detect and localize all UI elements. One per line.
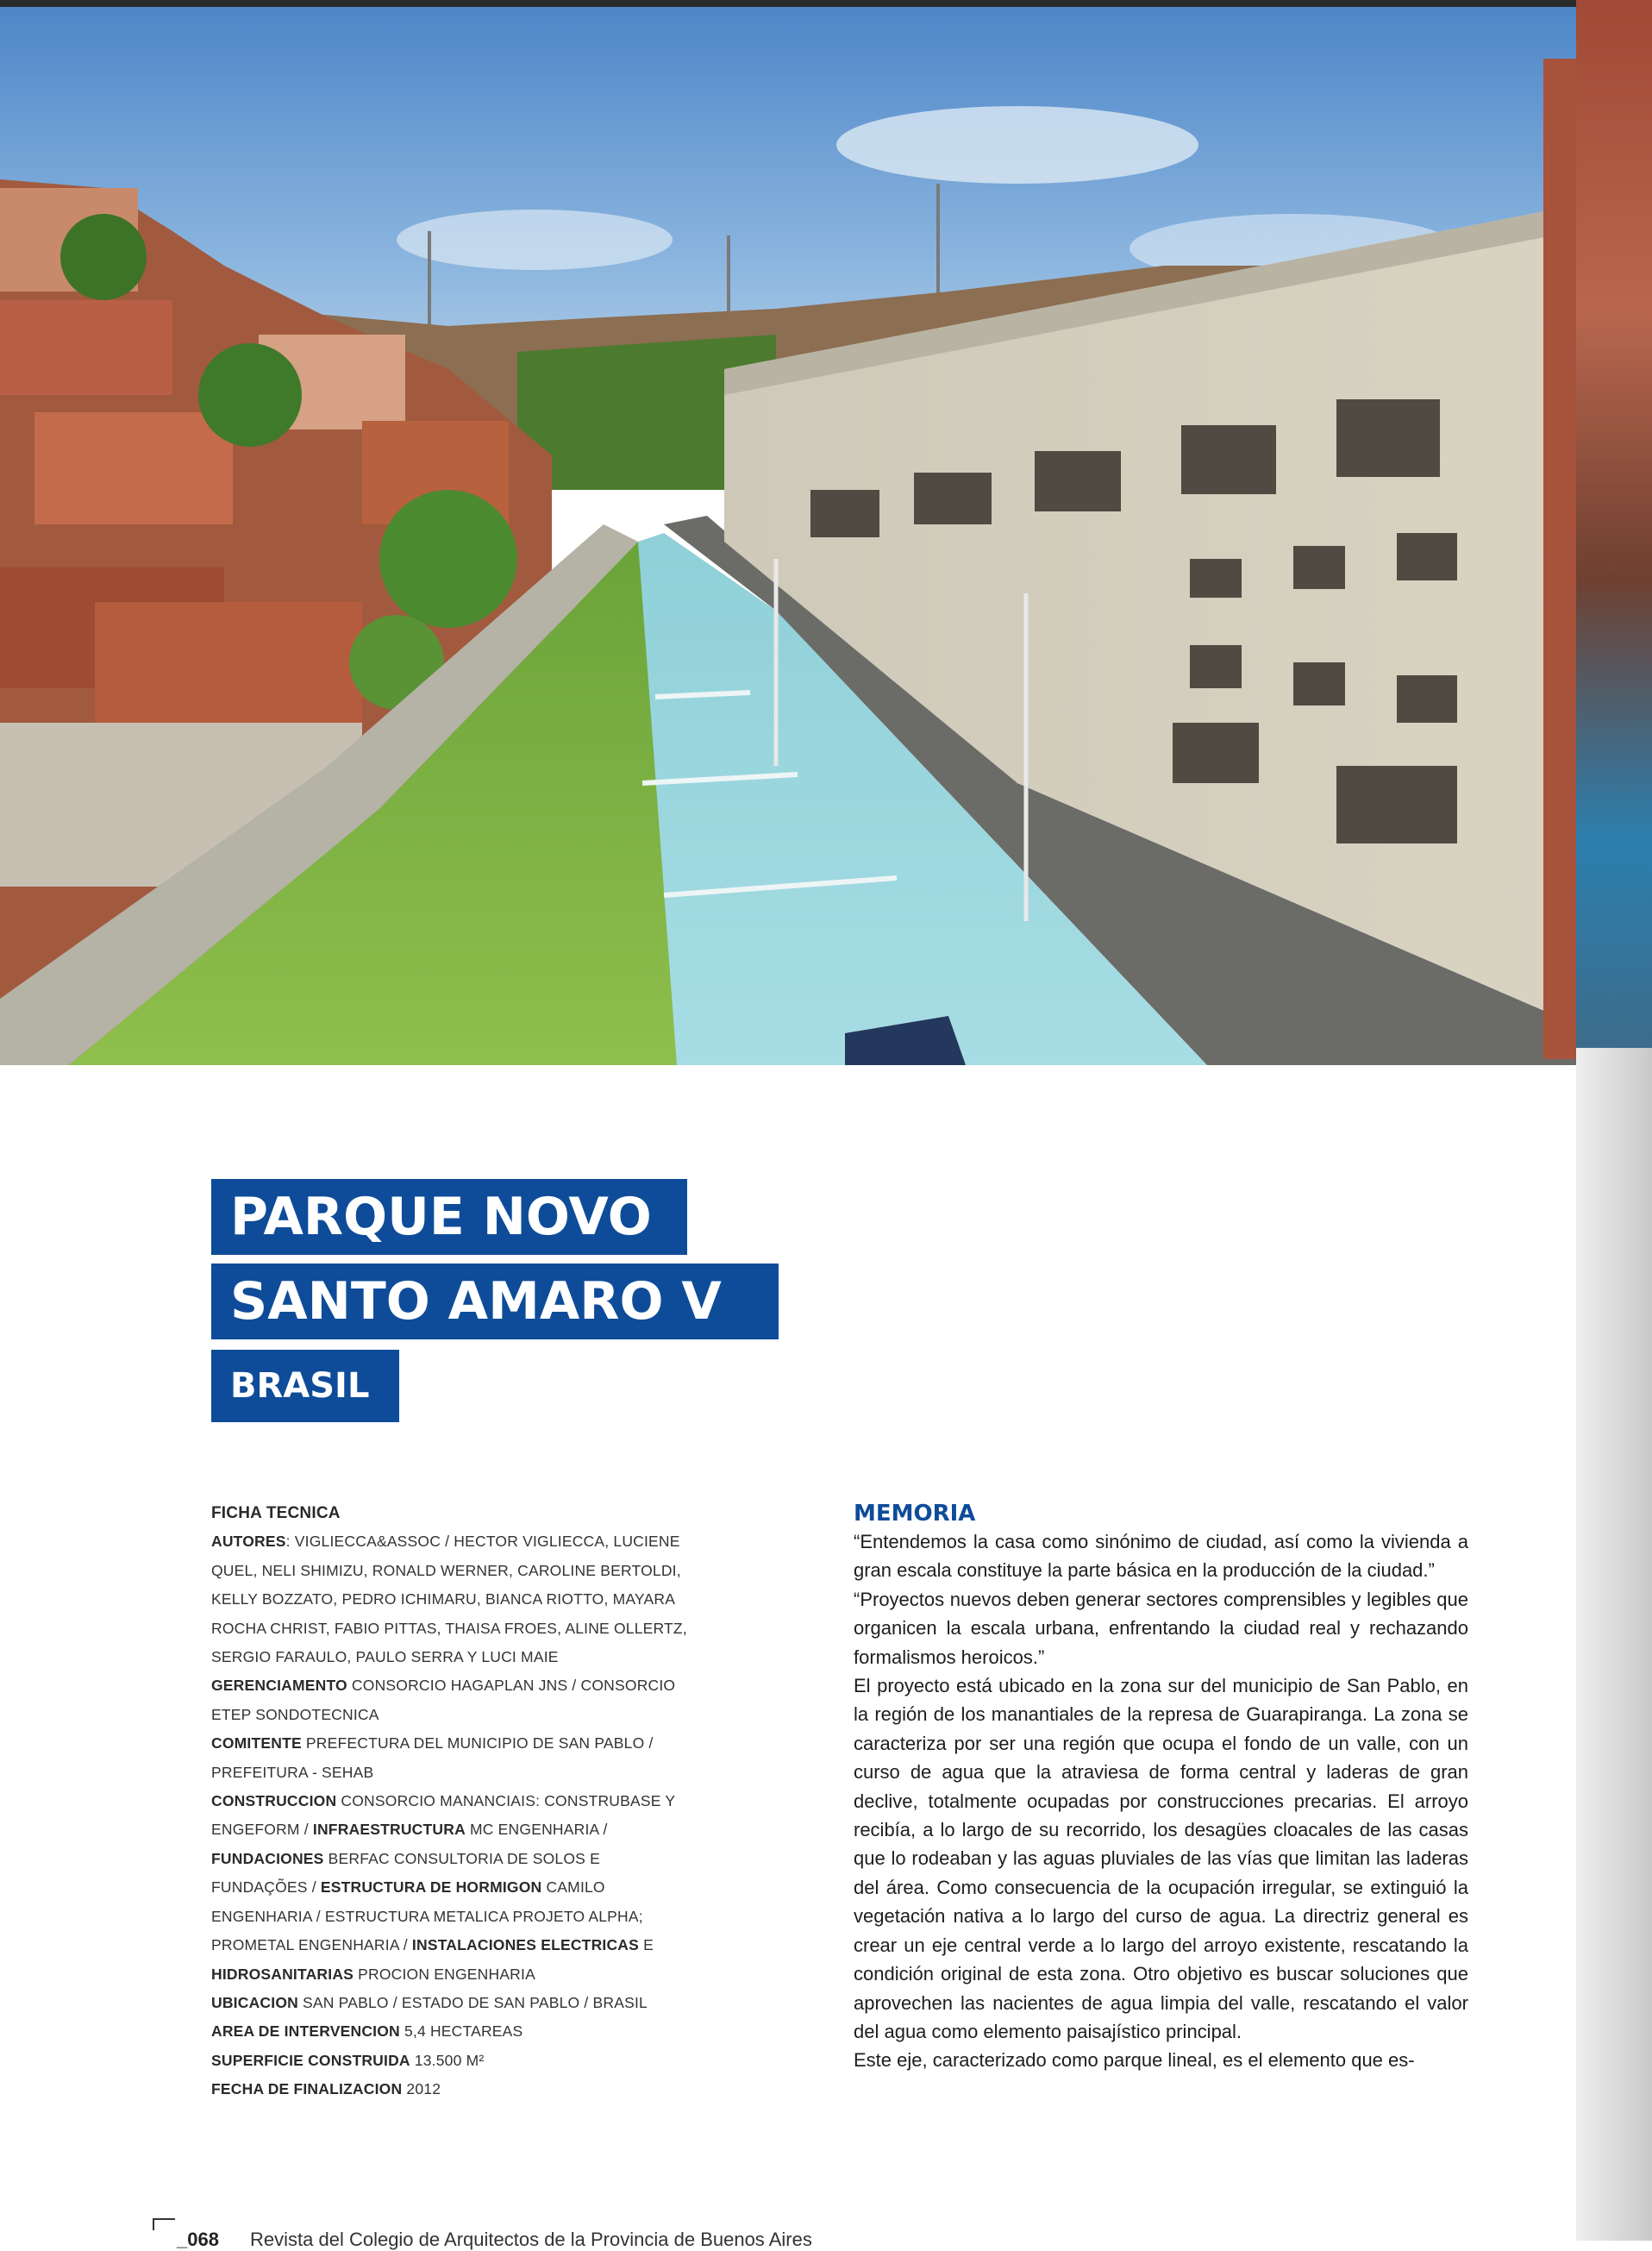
page-number: _068 bbox=[177, 2229, 219, 2250]
ficha-key: UBICACION bbox=[211, 1993, 298, 2011]
ficha-value: : VIGLIECCA&ASSOC / HECTOR VIGLIECCA, LUCIENE QUEL, NELI SHIMIZU, RONALD WERNER, CAROLINE BERTOLDI, KELLY BOZZATO, PEDRO ICHIMARU, BIANCA RIOTTO, MAYARA ROCHA CHRIST, FABIO PITTAS, THAISA FROES, ALINE OLLERTZ, SERGIO FARAULO, PAULO SERRA Y LUCI MAIE bbox=[211, 1533, 687, 1666]
memoria-paragraph: “Proyectos nuevos deben generar sectores comprensibles y legibles que organicen la escala urbana, enfrentando la ciudad real y rechazando formalismos heroicos.” bbox=[854, 1588, 1468, 1668]
adjacent-page-gutter bbox=[1576, 0, 1652, 2241]
ficha-value: SAN PABLO / ESTADO DE SAN PABLO / BRASIL bbox=[297, 1993, 648, 2011]
folio-mark bbox=[153, 2218, 175, 2220]
ficha-key: AREA DE INTERVENCION bbox=[211, 2022, 400, 2041]
ficha-value: PREFECTURA DEL MUNICIPIO DE SAN PABLO / PREFEITURA - SEHAB bbox=[211, 1734, 654, 1781]
photo-illustration bbox=[0, 7, 1576, 1065]
ficha-value: BERFAC CONSULTORIA DE SOLOS E FUNDAÇÕES / bbox=[211, 1849, 600, 1897]
memoria-text bbox=[854, 1527, 1468, 2075]
ficha-key: FUNDACIONES bbox=[211, 1849, 324, 1867]
ficha-body bbox=[211, 1527, 694, 2104]
memoria-paragraph: Este eje, caracterizado como parque lineal, es el elemento que es- bbox=[854, 2049, 1415, 2072]
ficha-heading: FICHA TECNICA bbox=[211, 1504, 341, 1522]
hero-photo bbox=[0, 7, 1576, 1065]
ficha-key: GERENCIAMENTO bbox=[211, 1677, 347, 1695]
ficha-key: FECHA DE FINALIZACION bbox=[211, 2080, 403, 2098]
ficha-key: SUPERFICIE CONSTRUIDA bbox=[211, 2051, 410, 2069]
journal-name: Revista del Colegio de Arquitectos de la Provincia de Buenos Aires bbox=[250, 2229, 812, 2250]
ficha-value: PROCION ENGENHARIA bbox=[354, 1965, 535, 1983]
project-title-line-2: SANTO AMARO V bbox=[211, 1263, 779, 1339]
ficha-value: 5,4 HECTAREAS bbox=[399, 2022, 523, 2041]
ficha-key: ESTRUCTURA DE HORMIGON bbox=[320, 1878, 542, 1897]
ficha-key: COMITENTE bbox=[211, 1734, 302, 1753]
ficha-tecnica bbox=[211, 1499, 694, 2104]
project-title-line-1: PARQUE NOVO bbox=[211, 1179, 687, 1255]
ficha-key: HIDROSANITARIAS bbox=[211, 1965, 354, 1983]
folio-mark bbox=[153, 2218, 154, 2230]
ficha-value: CONSORCIO HAGAPLAN JNS / CONSORCIO ETEP SONDOTECNICA bbox=[211, 1677, 676, 1723]
memoria-heading: MEMORIA bbox=[854, 1501, 976, 1527]
ficha-value: 2012 bbox=[402, 2080, 441, 2098]
memoria-paragraph: El proyecto está ubicado en la zona sur del municipio de San Pablo, en la región de los manantiales de la represa de Guarapiranga. La zona se caracteriza por ser una región que ocupa el fondo de un valle, con un curso de agua que la atraviesa de forma central y laderas de gran declive, totalmente ocupadas por construcciones precarias. El arroyo recibía, a lo largo de su recorrido, los desagües cloacales de las casas que lo rodeaban y las aguas pluviales de las vías que limitan las laderas del área. Como consecuencia de la ocupación irregular, se extinguió la vegetación nativa a lo largo del curso de agua. La directriz general es crear un eje central verde a lo largo del arroyo existente, rescatando la condición original de esta zona. Otro objetivo es buscar soluciones que aprovechen las nacientes de agua limpia del valle, rescatando el valor del agua como elemento paisajístico principal. bbox=[854, 1675, 1468, 2042]
ficha-value: 13.500 M² bbox=[410, 2051, 485, 2069]
project-country: BRASIL bbox=[211, 1350, 399, 1422]
ficha-key: INSTALACIONES ELECTRICAS bbox=[411, 1936, 640, 1954]
ficha-value: MC ENGENHARIA / bbox=[465, 1821, 608, 1839]
page-top-edge bbox=[0, 0, 1652, 7]
ficha-key: AUTORES bbox=[211, 1533, 286, 1551]
adjacent-page-photo-edge bbox=[1576, 0, 1652, 1048]
ficha-key: INFRAESTRUCTURA bbox=[312, 1821, 466, 1839]
ficha-value: CAMILO ENGENHARIA / ESTRUCTURA METALICA PROJETO ALPHA; PROMETAL ENGENHARIA / bbox=[211, 1878, 643, 1954]
ficha-value: CONSORCIO MANANCIAIS: CONSTRUBASE Y ENGEFORM / bbox=[211, 1792, 675, 1839]
memoria-paragraph: “Entendemos la casa como sinónimo de ciudad, así como la vivienda a gran escala constituye la parte básica en la producción de la ciudad.” bbox=[854, 1531, 1468, 1582]
ficha-value: E bbox=[639, 1936, 654, 1954]
ficha-key: CONSTRUCCION bbox=[211, 1792, 337, 1810]
